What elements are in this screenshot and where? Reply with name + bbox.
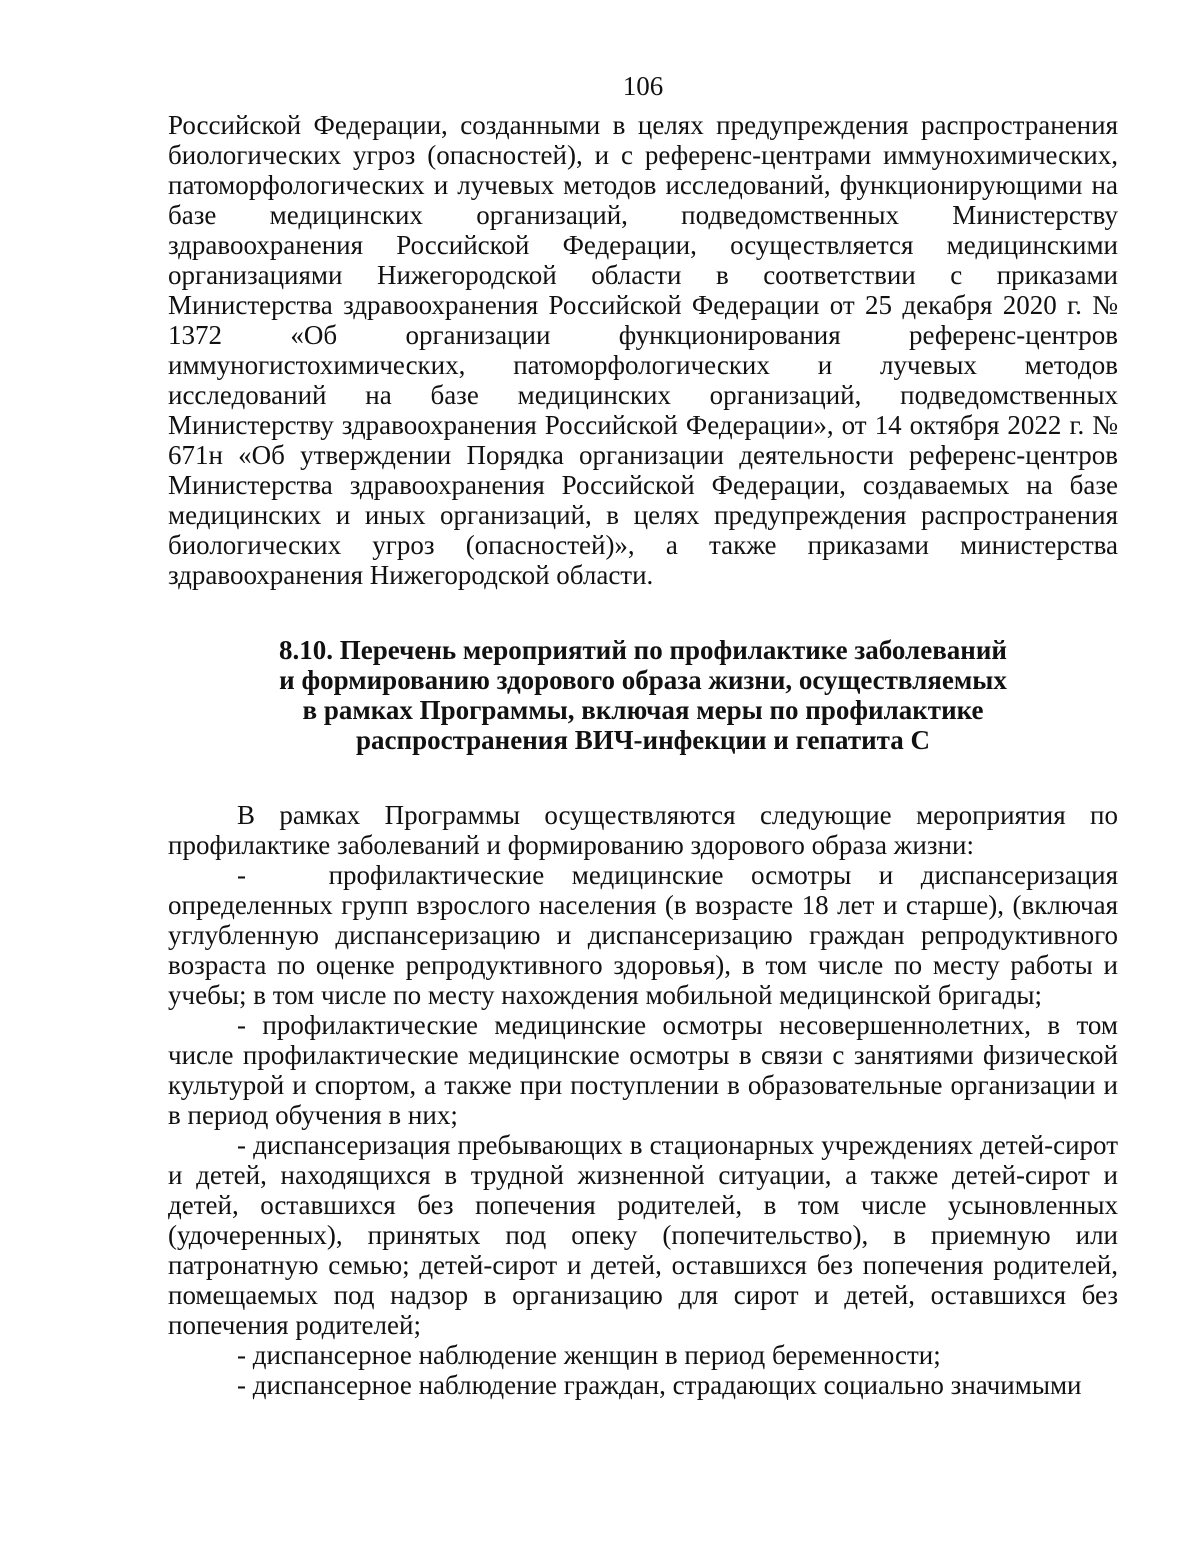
document-page xyxy=(168,70,1118,1400)
list-item-adult-screening: - профилактические медицинские осмотры и диспансеризация определенных групп взрослого населения (в возрасте 18 лет и старше), (включая углубленную диспансеризацию и диспансеризацию граждан репродуктивного возраста по оценке репродуктивного здоровья), в том числе по месту работы и учебы; в том числе по месту нахождения мобильной медицинской бригады; xyxy=(168,860,1118,1010)
list-item-social-diseases-observation: - диспансерное наблюдение граждан, страдающих социально значимыми xyxy=(237,1370,1082,1400)
list-item-minors-screening: - профилактические медицинские осмотры несовершеннолетних, в том числе профилактические медицинские осмотры в связи с занятиями физической культурой и спортом, а также при поступлении в образовательные организации и в период обучения в них; xyxy=(168,1010,1118,1130)
intro-paragraph: Российской Федерации, созданными в целях предупреждения распространения биологических угроз (опасностей), и с референс-центрами иммунохимических, патоморфологических и лучевых методов исследований, функционирующими на базе медицинских организаций, подведомственных Министерству здравоохранения Российской Федерации, осуществляется медицинскими организациями Нижегородской области в соответствии с приказами Министерства здравоохранения Российской Федерации от 25 декабря 2020 г. № 1372 «Об организации функционирования референс-центров иммуногистохимических, патоморфологических и лучевых методов исследований на базе медицинских организаций, подведомственных Министерству здравоохранения Российской Федерации», от 14 октября 2022 г. № 671н «Об утверждении Порядка организации деятельности референс-центров Министерства здравоохранения Российской Федерации, создаваемых на базе медицинских и иных организаций, в целях предупреждения распространения биологических угроз (опасностей)», а также приказами министерства здравоохранения Нижегородской области. xyxy=(168,110,1118,590)
section-heading-line: 8.10. Перечень мероприятий по профилактике заболеваний xyxy=(279,635,1007,665)
section-heading-line: в рамках Программы, включая меры по профилактике xyxy=(302,695,984,725)
section-heading-line: и формированию здорового образа жизни, осуществляемых xyxy=(279,665,1007,695)
list-item-orphans-screening: - диспансеризация пребывающих в стационарных учреждениях детей-сирот и детей, находящихся в трудной жизненной ситуации, а также детей-сирот и детей, оставшихся без попечения родителей, в том числе усыновленных (удочеренных), принятых под опеку (попечительство), в приемную или патронатную семью; детей-сирот и детей, оставшихся без попечения родителей, помещаемых под надзор в организацию для сирот и детей, оставшихся без попечения родителей; xyxy=(168,1130,1118,1340)
body-paragraph-intro: В рамках Программы осуществляются следующие мероприятия по профилактике заболеваний и формированию здорового образа жизни: xyxy=(168,800,1118,860)
section-heading-line: распространения ВИЧ-инфекции и гепатита С xyxy=(356,725,930,755)
section-heading xyxy=(168,635,1118,755)
list-item-pregnancy-observation: - диспансерное наблюдение женщин в период беременности; xyxy=(237,1340,941,1370)
page-number: 106 xyxy=(622,71,664,101)
